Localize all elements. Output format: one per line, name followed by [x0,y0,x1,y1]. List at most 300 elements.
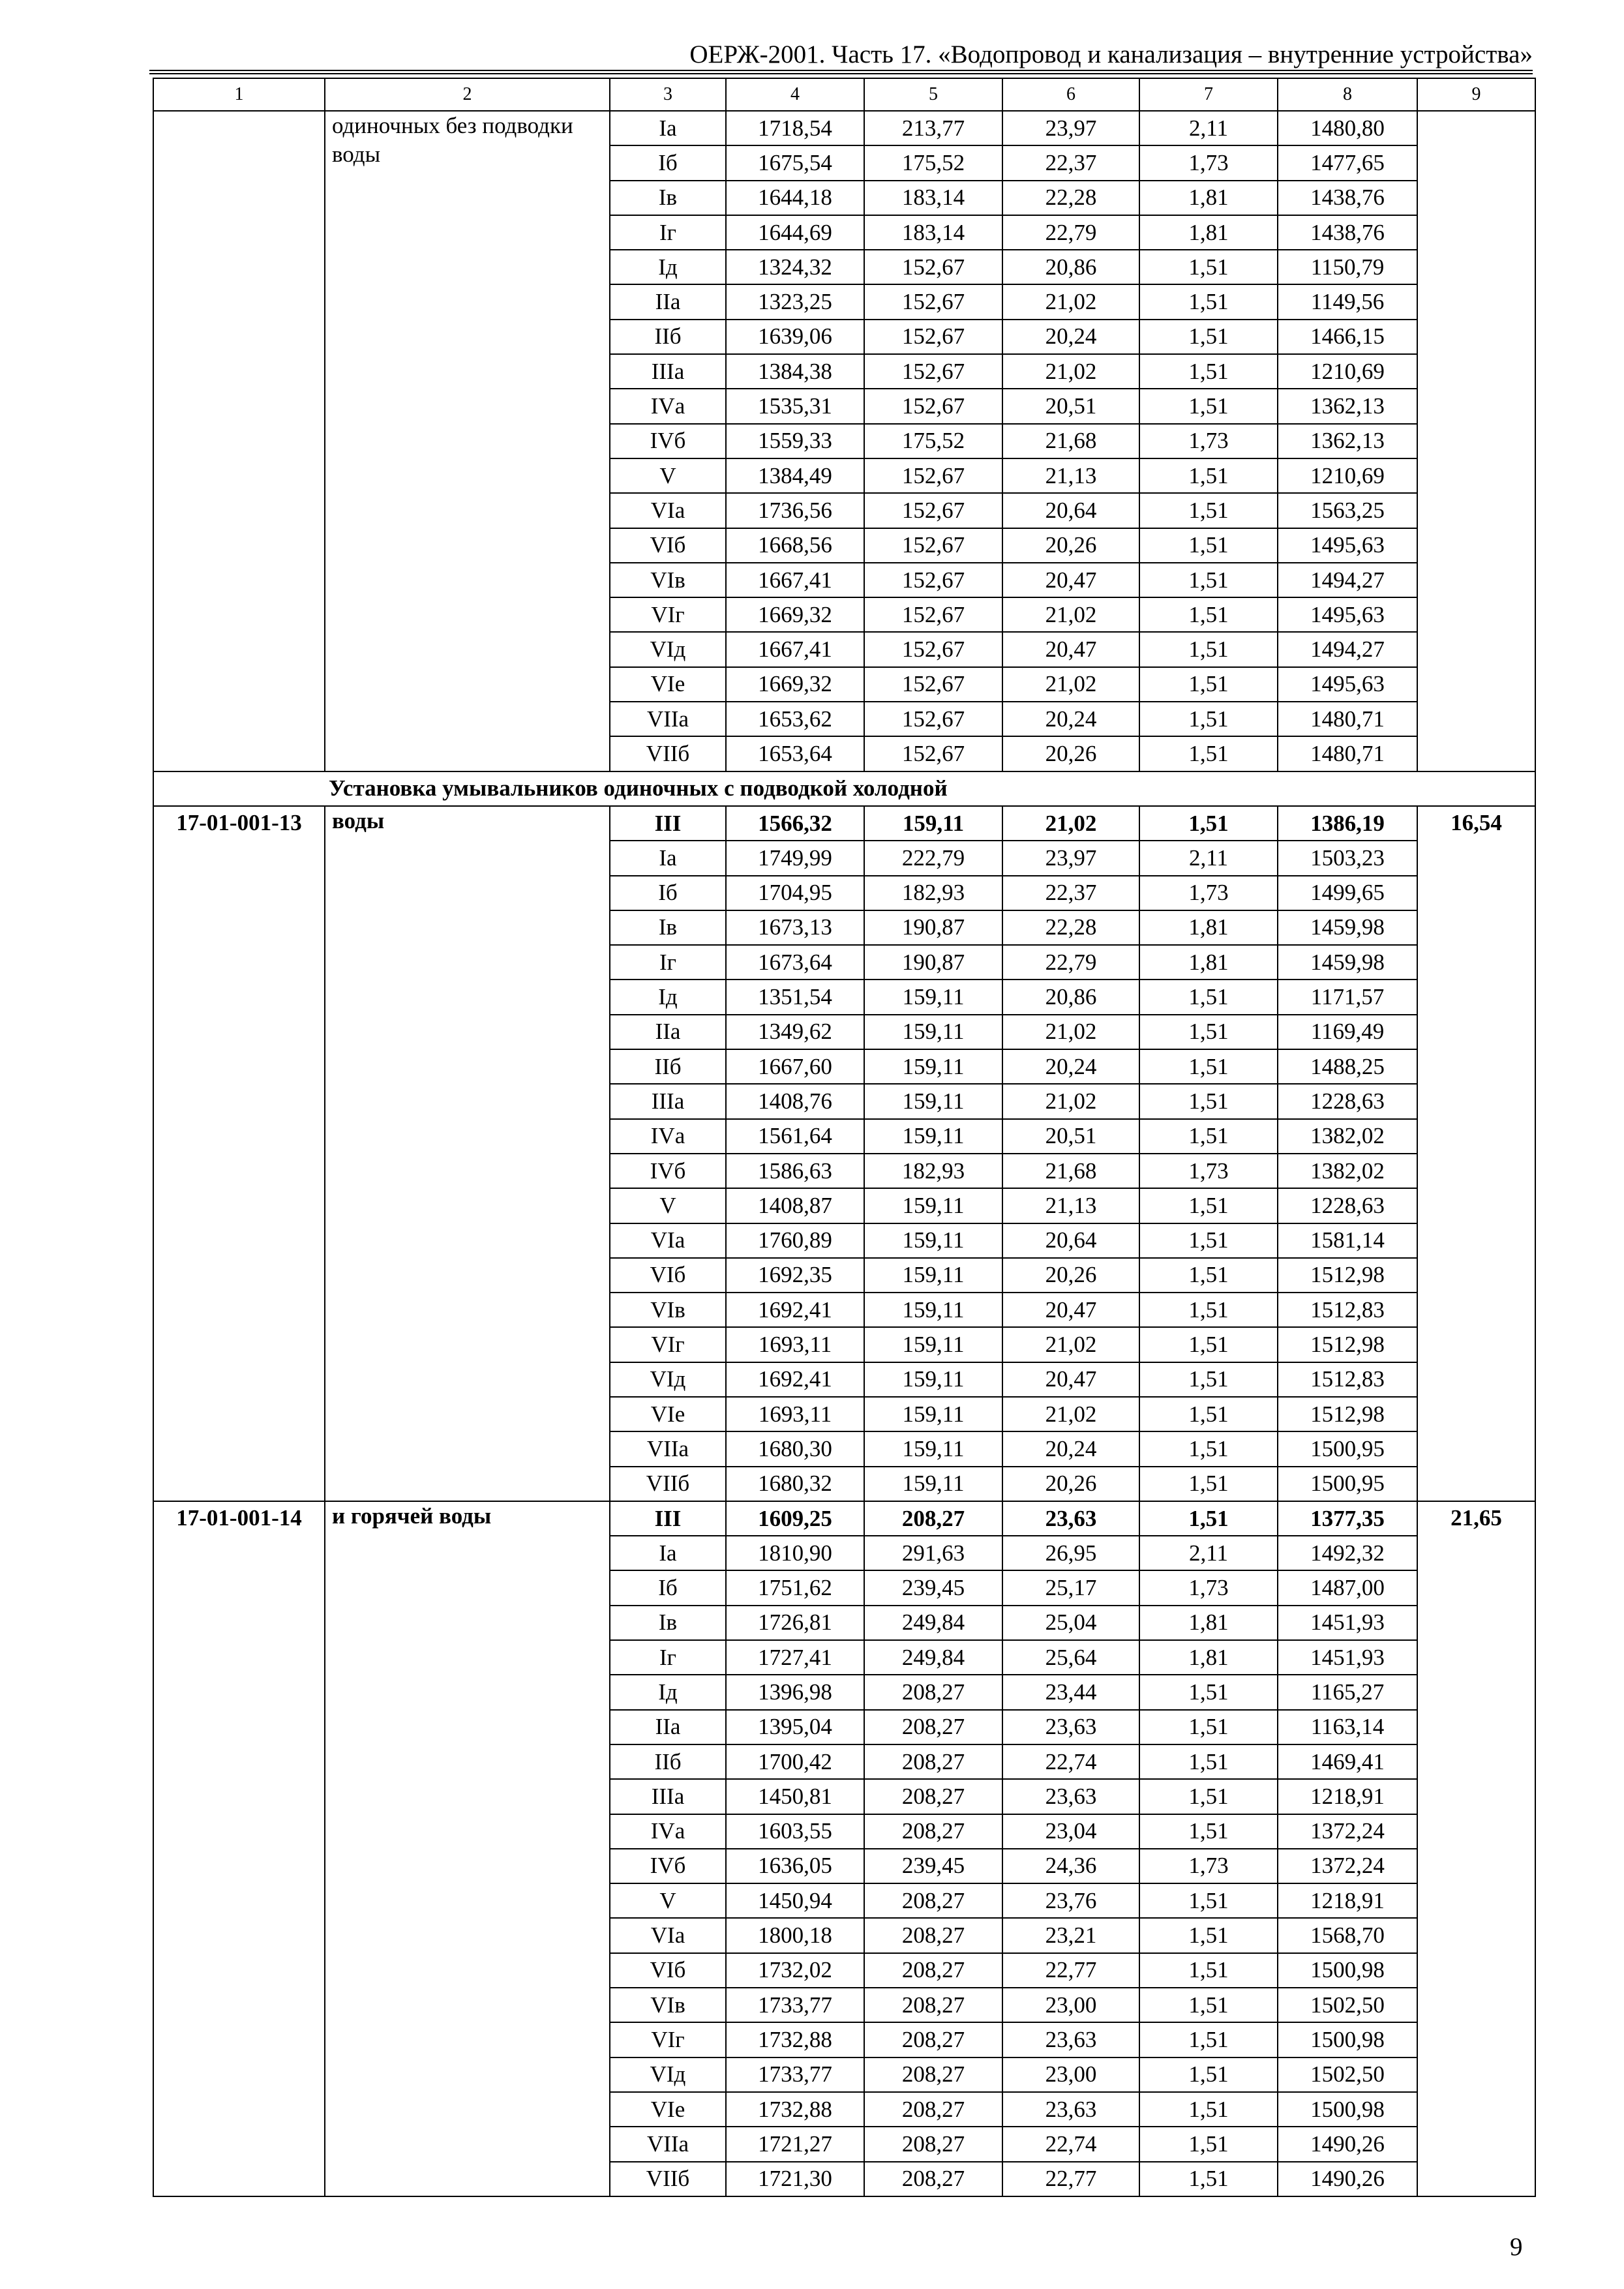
direct-cost-cell: 1636,05 [726,1849,864,1883]
operator-wages-cell: 1,51 [1139,1883,1278,1918]
machine-cost-cell: 20,64 [1002,1223,1139,1258]
machine-cost-cell: 22,79 [1002,945,1139,980]
zone-cell: III [610,806,726,841]
materials-cell: 1466,15 [1278,320,1417,354]
direct-cost-cell: 1693,11 [726,1327,864,1362]
wages-cell: 208,27 [864,1779,1002,1814]
materials-cell: 1480,71 [1278,736,1417,771]
machine-cost-cell: 21,68 [1002,1154,1139,1188]
materials-cell: 1480,80 [1278,111,1417,145]
materials-cell: 1228,63 [1278,1084,1417,1118]
wages-cell: 190,87 [864,945,1002,980]
zone-cell: VIд [610,1362,726,1397]
wages-cell: 159,11 [864,1431,1002,1466]
operator-wages-cell: 1,51 [1139,1988,1278,2022]
wages-cell: 208,27 [864,1501,1002,1536]
machine-cost-cell: 20,64 [1002,493,1139,528]
operator-wages-cell: 1,51 [1139,458,1278,493]
materials-cell: 1150,79 [1278,250,1417,284]
machine-cost-cell: 21,02 [1002,1327,1139,1362]
table-body [153,78,1535,2196]
wages-cell: 208,27 [864,2162,1002,2196]
zone-cell: Iг [610,1640,726,1675]
materials-cell: 1438,76 [1278,181,1417,215]
materials-cell: 1382,02 [1278,1119,1417,1154]
direct-cost-cell: 1384,38 [726,354,864,389]
direct-cost-cell: 1800,18 [726,1918,864,1952]
operator-wages-cell: 1,73 [1139,145,1278,180]
machine-cost-cell: 22,28 [1002,910,1139,945]
direct-cost-cell: 1673,64 [726,945,864,980]
machine-cost-cell: 25,04 [1002,1606,1139,1640]
materials-cell: 1503,23 [1278,841,1417,875]
materials-cell: 1459,98 [1278,910,1417,945]
zone-cell: IIа [610,1015,726,1049]
column-number: 9 [1417,78,1535,111]
zone-cell: Iд [610,250,726,284]
zone-cell: Iг [610,945,726,980]
wages-cell: 175,52 [864,424,1002,458]
wages-cell: 159,11 [864,1084,1002,1118]
operator-wages-cell: 1,51 [1139,2127,1278,2161]
direct-cost-cell: 1751,62 [726,1570,864,1605]
materials-cell: 1494,27 [1278,563,1417,597]
wages-cell: 152,67 [864,563,1002,597]
machine-cost-cell: 21,68 [1002,424,1139,458]
zone-cell: Iб [610,1570,726,1605]
direct-cost-cell: 1653,64 [726,736,864,771]
machine-cost-cell: 23,63 [1002,2092,1139,2127]
materials-cell: 1502,50 [1278,1988,1417,2022]
materials-cell: 1499,65 [1278,876,1417,910]
wages-cell: 208,27 [864,2022,1002,2057]
materials-cell: 1228,63 [1278,1188,1417,1223]
column-number: 7 [1139,78,1278,111]
zone-cell: VIIа [610,1431,726,1466]
wages-cell: 213,77 [864,111,1002,145]
materials-cell: 1480,71 [1278,702,1417,736]
operator-wages-cell: 1,51 [1139,1015,1278,1049]
zone-cell: Iв [610,181,726,215]
direct-cost-cell: 1732,88 [726,2022,864,2057]
machine-cost-cell: 20,47 [1002,1362,1139,1397]
direct-cost-cell: 1721,27 [726,2127,864,2161]
materials-cell: 1512,98 [1278,1258,1417,1293]
machine-cost-cell: 20,47 [1002,563,1139,597]
machine-cost-cell: 23,00 [1002,1988,1139,2022]
direct-cost-cell: 1810,90 [726,1536,864,1570]
wages-cell: 159,11 [864,1258,1002,1293]
operator-wages-cell: 1,51 [1139,354,1278,389]
materials-cell: 1362,13 [1278,389,1417,423]
wages-cell: 208,27 [864,1744,1002,1779]
wages-cell: 182,93 [864,876,1002,910]
direct-cost-cell: 1732,88 [726,2092,864,2127]
zone-cell: VIб [610,1953,726,1988]
wages-cell: 159,11 [864,980,1002,1014]
zone-cell: VIIб [610,1467,726,1501]
machine-cost-cell: 25,17 [1002,1570,1139,1605]
direct-cost-cell: 1639,06 [726,320,864,354]
direct-cost-cell: 1561,64 [726,1119,864,1154]
wages-cell: 239,45 [864,1570,1002,1605]
materials-cell: 1451,93 [1278,1640,1417,1675]
document-title: ОЕРЖ-2001. Часть 17. «Водопровод и канализация – внутренние устройства» [689,40,1533,68]
operator-wages-cell: 1,51 [1139,1188,1278,1223]
operator-wages-cell: 1,81 [1139,181,1278,215]
machine-cost-cell: 22,77 [1002,2162,1139,2196]
machine-cost-cell: 23,63 [1002,1779,1139,1814]
machine-cost-cell: 23,97 [1002,111,1139,145]
labor-cost-cell: 16,54 [1417,806,1535,1501]
operator-wages-cell: 1,51 [1139,1119,1278,1154]
machine-cost-cell: 20,51 [1002,389,1139,423]
table-row [153,111,1535,145]
wages-cell: 152,67 [864,389,1002,423]
rate-code: 17-01-001-13 [153,806,325,1501]
operator-wages-cell: 1,81 [1139,1640,1278,1675]
wages-cell: 175,52 [864,145,1002,180]
operator-wages-cell: 1,73 [1139,1154,1278,1188]
direct-cost-cell: 1668,56 [726,528,864,563]
operator-wages-cell: 1,51 [1139,667,1278,702]
materials-cell: 1382,02 [1278,1154,1417,1188]
materials-cell: 1502,50 [1278,2057,1417,2092]
materials-cell: 1165,27 [1278,1675,1417,1709]
header-rule-bottom [149,73,1533,74]
direct-cost-cell: 1349,62 [726,1015,864,1049]
materials-cell: 1512,98 [1278,1327,1417,1362]
machine-cost-cell: 23,04 [1002,1814,1139,1849]
materials-cell: 1169,49 [1278,1015,1417,1049]
machine-cost-cell: 20,24 [1002,1431,1139,1466]
zone-cell: IIб [610,1744,726,1779]
wages-cell: 190,87 [864,910,1002,945]
operator-wages-cell: 1,51 [1139,597,1278,632]
direct-cost-cell: 1324,32 [726,250,864,284]
materials-cell: 1488,25 [1278,1049,1417,1084]
materials-cell: 1372,24 [1278,1849,1417,1883]
machine-cost-cell: 21,02 [1002,806,1139,841]
operator-wages-cell: 1,51 [1139,1675,1278,1709]
direct-cost-cell: 1726,81 [726,1606,864,1640]
wages-cell: 152,67 [864,284,1002,319]
wages-cell: 208,27 [864,1953,1002,1988]
operator-wages-cell: 1,51 [1139,1953,1278,1988]
materials-cell: 1494,27 [1278,632,1417,666]
wages-cell: 152,67 [864,458,1002,493]
wages-cell: 182,93 [864,1154,1002,1188]
materials-cell: 1218,91 [1278,1779,1417,1814]
machine-cost-cell: 23,97 [1002,841,1139,875]
wages-cell: 208,27 [864,1918,1002,1952]
operator-wages-cell: 1,51 [1139,1258,1278,1293]
labor-cost-cell [1417,111,1535,771]
zone-cell: VIIа [610,702,726,736]
direct-cost-cell: 1351,54 [726,980,864,1014]
materials-cell: 1210,69 [1278,354,1417,389]
operator-wages-cell: 1,51 [1139,1431,1278,1466]
operator-wages-cell: 1,81 [1139,1606,1278,1640]
wages-cell: 159,11 [864,1293,1002,1327]
materials-cell: 1500,95 [1278,1467,1417,1501]
direct-cost-cell: 1692,41 [726,1293,864,1327]
zone-cell: VIб [610,528,726,563]
column-number: 5 [864,78,1002,111]
wages-cell: 208,27 [864,2092,1002,2127]
zone-cell: VIв [610,1988,726,2022]
operator-wages-cell: 1,51 [1139,2057,1278,2092]
operator-wages-cell: 1,51 [1139,1327,1278,1362]
work-name: воды [325,806,610,1501]
machine-cost-cell: 21,02 [1002,597,1139,632]
wages-cell: 152,67 [864,597,1002,632]
zone-cell: IIIа [610,1084,726,1118]
wages-cell: 159,11 [864,1223,1002,1258]
materials-cell: 1512,98 [1278,1397,1417,1431]
materials-cell: 1495,63 [1278,528,1417,563]
operator-wages-cell: 1,51 [1139,1049,1278,1084]
operator-wages-cell: 1,51 [1139,389,1278,423]
materials-cell: 1568,70 [1278,1918,1417,1952]
direct-cost-cell: 1566,32 [726,806,864,841]
direct-cost-cell: 1669,32 [726,667,864,702]
table-row [153,1501,1535,1536]
machine-cost-cell: 20,51 [1002,1119,1139,1154]
operator-wages-cell: 1,51 [1139,1779,1278,1814]
column-number: 2 [325,78,610,111]
zone-cell: Iа [610,841,726,875]
materials-cell: 1512,83 [1278,1293,1417,1327]
direct-cost-cell: 1693,11 [726,1397,864,1431]
page-number: 9 [1510,2233,1523,2261]
machine-cost-cell: 21,02 [1002,354,1139,389]
operator-wages-cell: 1,51 [1139,2092,1278,2127]
operator-wages-cell: 1,51 [1139,1710,1278,1744]
zone-cell: Iг [610,215,726,250]
wages-cell: 208,27 [864,1675,1002,1709]
wages-cell: 159,11 [864,1327,1002,1362]
wages-cell: 152,67 [864,702,1002,736]
zone-cell: Iд [610,980,726,1014]
wages-cell: 152,67 [864,667,1002,702]
direct-cost-cell: 1675,54 [726,145,864,180]
direct-cost-cell: 1609,25 [726,1501,864,1536]
operator-wages-cell: 1,51 [1139,528,1278,563]
machine-cost-cell: 20,26 [1002,1467,1139,1501]
wages-cell: 239,45 [864,1849,1002,1883]
machine-cost-cell: 20,86 [1002,980,1139,1014]
wages-cell: 208,27 [864,1988,1002,2022]
operator-wages-cell: 1,51 [1139,702,1278,736]
zone-cell: Iв [610,910,726,945]
machine-cost-cell: 20,24 [1002,702,1139,736]
wages-cell: 159,11 [864,1467,1002,1501]
operator-wages-cell: 1,51 [1139,563,1278,597]
column-number-row [153,78,1535,111]
section-title-row [153,771,1535,806]
materials-cell: 1490,26 [1278,2162,1417,2196]
wages-cell: 152,67 [864,528,1002,563]
materials-cell: 1495,63 [1278,667,1417,702]
machine-cost-cell: 26,95 [1002,1536,1139,1570]
wages-cell: 159,11 [864,1188,1002,1223]
wages-cell: 159,11 [864,806,1002,841]
zone-cell: VIб [610,1258,726,1293]
zone-cell: IVа [610,389,726,423]
direct-cost-cell: 1644,18 [726,181,864,215]
operator-wages-cell: 1,51 [1139,1397,1278,1431]
machine-cost-cell: 20,26 [1002,528,1139,563]
operator-wages-cell: 1,51 [1139,284,1278,319]
direct-cost-cell: 1450,81 [726,1779,864,1814]
direct-cost-cell: 1700,42 [726,1744,864,1779]
zone-cell: VIIб [610,736,726,771]
wages-cell: 152,67 [864,493,1002,528]
materials-cell: 1500,98 [1278,2022,1417,2057]
machine-cost-cell: 20,47 [1002,632,1139,666]
zone-cell: IVб [610,1154,726,1188]
running-header [149,40,1533,74]
machine-cost-cell: 22,28 [1002,181,1139,215]
machine-cost-cell: 21,02 [1002,667,1139,702]
direct-cost-cell: 1680,30 [726,1431,864,1466]
direct-cost-cell: 1603,55 [726,1814,864,1849]
direct-cost-cell: 1535,31 [726,389,864,423]
direct-cost-cell: 1718,54 [726,111,864,145]
zone-cell: VIе [610,2092,726,2127]
machine-cost-cell: 22,74 [1002,1744,1139,1779]
zone-cell: VIг [610,2022,726,2057]
machine-cost-cell: 23,44 [1002,1675,1139,1709]
direct-cost-cell: 1704,95 [726,876,864,910]
direct-cost-cell: 1408,87 [726,1188,864,1223]
materials-cell: 1581,14 [1278,1223,1417,1258]
wages-cell: 183,14 [864,181,1002,215]
zone-cell: Iб [610,876,726,910]
machine-cost-cell: 22,37 [1002,876,1139,910]
direct-cost-cell: 1396,98 [726,1675,864,1709]
machine-cost-cell: 22,79 [1002,215,1139,250]
machine-cost-cell: 20,47 [1002,1293,1139,1327]
direct-cost-cell: 1692,41 [726,1362,864,1397]
direct-cost-cell: 1669,32 [726,597,864,632]
operator-wages-cell: 1,51 [1139,1744,1278,1779]
zone-cell: IIIа [610,1779,726,1814]
price-table [153,78,1536,2197]
zone-cell: IIа [610,284,726,319]
operator-wages-cell: 1,51 [1139,250,1278,284]
machine-cost-cell: 21,02 [1002,1015,1139,1049]
rate-code [153,111,325,771]
machine-cost-cell: 20,24 [1002,320,1139,354]
operator-wages-cell: 1,51 [1139,736,1278,771]
direct-cost-cell: 1733,77 [726,2057,864,2092]
column-number: 6 [1002,78,1139,111]
direct-cost-cell: 1559,33 [726,424,864,458]
operator-wages-cell: 1,51 [1139,320,1278,354]
work-name: и горячей воды [325,1501,610,2196]
wages-cell: 159,11 [864,1362,1002,1397]
direct-cost-cell: 1323,25 [726,284,864,319]
operator-wages-cell: 1,73 [1139,1570,1278,1605]
column-number: 4 [726,78,864,111]
operator-wages-cell: 2,11 [1139,111,1278,145]
section-title: Установка умывальников одиночных с подводкой холодной [153,771,1535,806]
materials-cell: 1438,76 [1278,215,1417,250]
operator-wages-cell: 1,51 [1139,2162,1278,2196]
zone-cell: VIг [610,597,726,632]
operator-wages-cell: 1,51 [1139,806,1278,841]
zone-cell: IIа [610,1710,726,1744]
materials-cell: 1163,14 [1278,1710,1417,1744]
materials-cell: 1487,00 [1278,1570,1417,1605]
operator-wages-cell: 1,51 [1139,2022,1278,2057]
machine-cost-cell: 20,86 [1002,250,1139,284]
machine-cost-cell: 22,74 [1002,2127,1139,2161]
zone-cell: VIв [610,563,726,597]
machine-cost-cell: 23,21 [1002,1918,1139,1952]
direct-cost-cell: 1644,69 [726,215,864,250]
materials-cell: 1459,98 [1278,945,1417,980]
materials-cell: 1149,56 [1278,284,1417,319]
materials-cell: 1500,95 [1278,1431,1417,1466]
direct-cost-cell: 1727,41 [726,1640,864,1675]
machine-cost-cell: 21,13 [1002,458,1139,493]
direct-cost-cell: 1384,49 [726,458,864,493]
zone-cell: VIе [610,667,726,702]
direct-cost-cell: 1721,30 [726,2162,864,2196]
machine-cost-cell: 21,02 [1002,1084,1139,1118]
direct-cost-cell: 1395,04 [726,1710,864,1744]
table-row [153,806,1535,841]
machine-cost-cell: 22,37 [1002,145,1139,180]
work-name: одиночных без подводки воды [325,111,610,771]
direct-cost-cell: 1667,41 [726,632,864,666]
wages-cell: 159,11 [864,1397,1002,1431]
labor-cost-cell: 21,65 [1417,1501,1535,2196]
rate-code: 17-01-001-14 [153,1501,325,2196]
materials-cell: 1490,26 [1278,2127,1417,2161]
machine-cost-cell: 20,26 [1002,736,1139,771]
column-number: 1 [153,78,325,111]
wages-cell: 183,14 [864,215,1002,250]
zone-cell: Iд [610,1675,726,1709]
materials-cell: 1495,63 [1278,597,1417,632]
zone-cell: VIв [610,1293,726,1327]
column-number: 3 [610,78,726,111]
zone-cell: IVб [610,424,726,458]
machine-cost-cell: 20,26 [1002,1258,1139,1293]
operator-wages-cell: 2,11 [1139,841,1278,875]
materials-cell: 1451,93 [1278,1606,1417,1640]
operator-wages-cell: 1,51 [1139,1293,1278,1327]
machine-cost-cell: 20,24 [1002,1049,1139,1084]
zone-cell: VIа [610,1223,726,1258]
zone-cell: V [610,458,726,493]
operator-wages-cell: 1,81 [1139,945,1278,980]
machine-cost-cell: 23,63 [1002,1710,1139,1744]
zone-cell: VIIа [610,2127,726,2161]
operator-wages-cell: 1,51 [1139,1814,1278,1849]
zone-cell: IIб [610,1049,726,1084]
wages-cell: 152,67 [864,354,1002,389]
direct-cost-cell: 1408,76 [726,1084,864,1118]
operator-wages-cell: 1,51 [1139,632,1278,666]
zone-cell: IIIа [610,354,726,389]
wages-cell: 152,67 [864,320,1002,354]
operator-wages-cell: 1,51 [1139,1918,1278,1952]
